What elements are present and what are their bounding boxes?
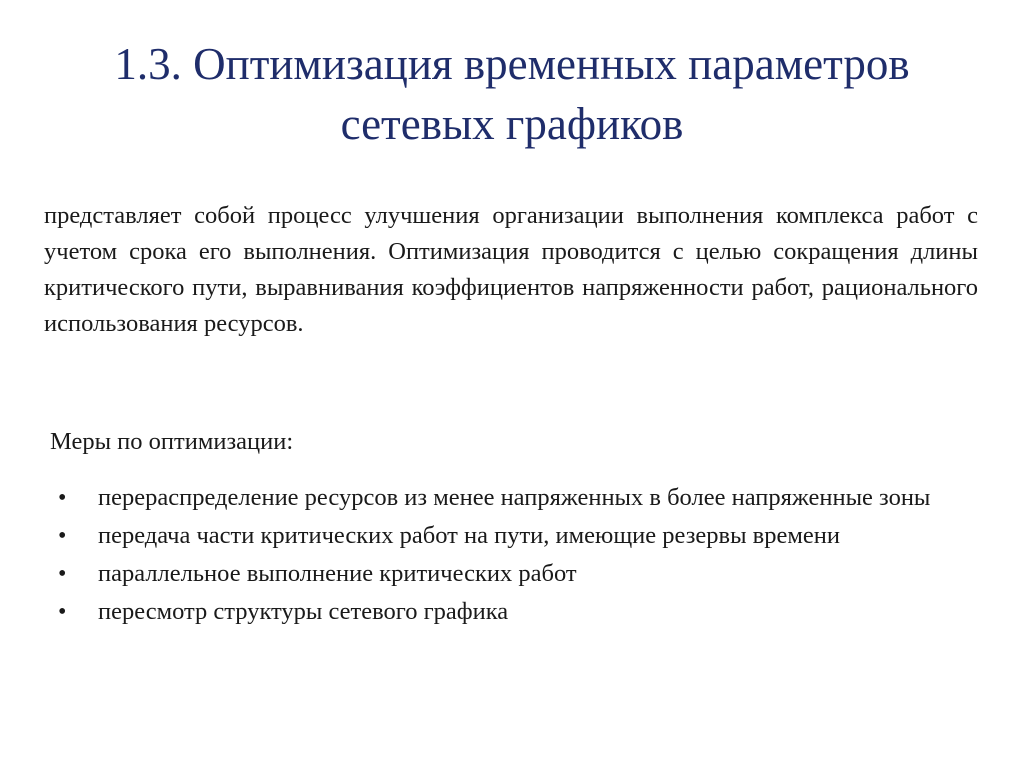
title-line-1: 1.3. Оптимизация временных параметров [114,39,910,89]
measures-heading: Меры по оптимизации: [50,428,294,455]
bullet-icon: • [58,561,67,587]
list-item [58,482,938,514]
list-item-text: передача части критических работ на пути, имеющие резервы времени [98,522,840,549]
list-item-text: параллельное выполнение критических работ [98,560,577,587]
list-item [58,558,938,590]
list-item [58,596,938,628]
list-item-text: пересмотр структуры сетевого графика [98,598,509,625]
bullet-icon: • [58,599,67,625]
list-item [58,520,938,552]
bullet-icon: • [58,523,67,549]
list-item-text: перераспределение ресурсов из менее напряженных в более напряженные зоны [98,484,931,511]
measures-list [58,482,938,634]
slide-title [40,34,984,154]
bullet-icon: • [58,485,67,511]
body-paragraph: представляет собой процесс улучшения организации выполнения комплекса работ с учетом срока его выполнения. Оптимизация проводится с целью сокращения длины критического пути, выравнивания коэффициентов напряженности работ, рационального использования ресурсов. [44,202,978,337]
title-line-2: сетевых графиков [340,99,684,149]
